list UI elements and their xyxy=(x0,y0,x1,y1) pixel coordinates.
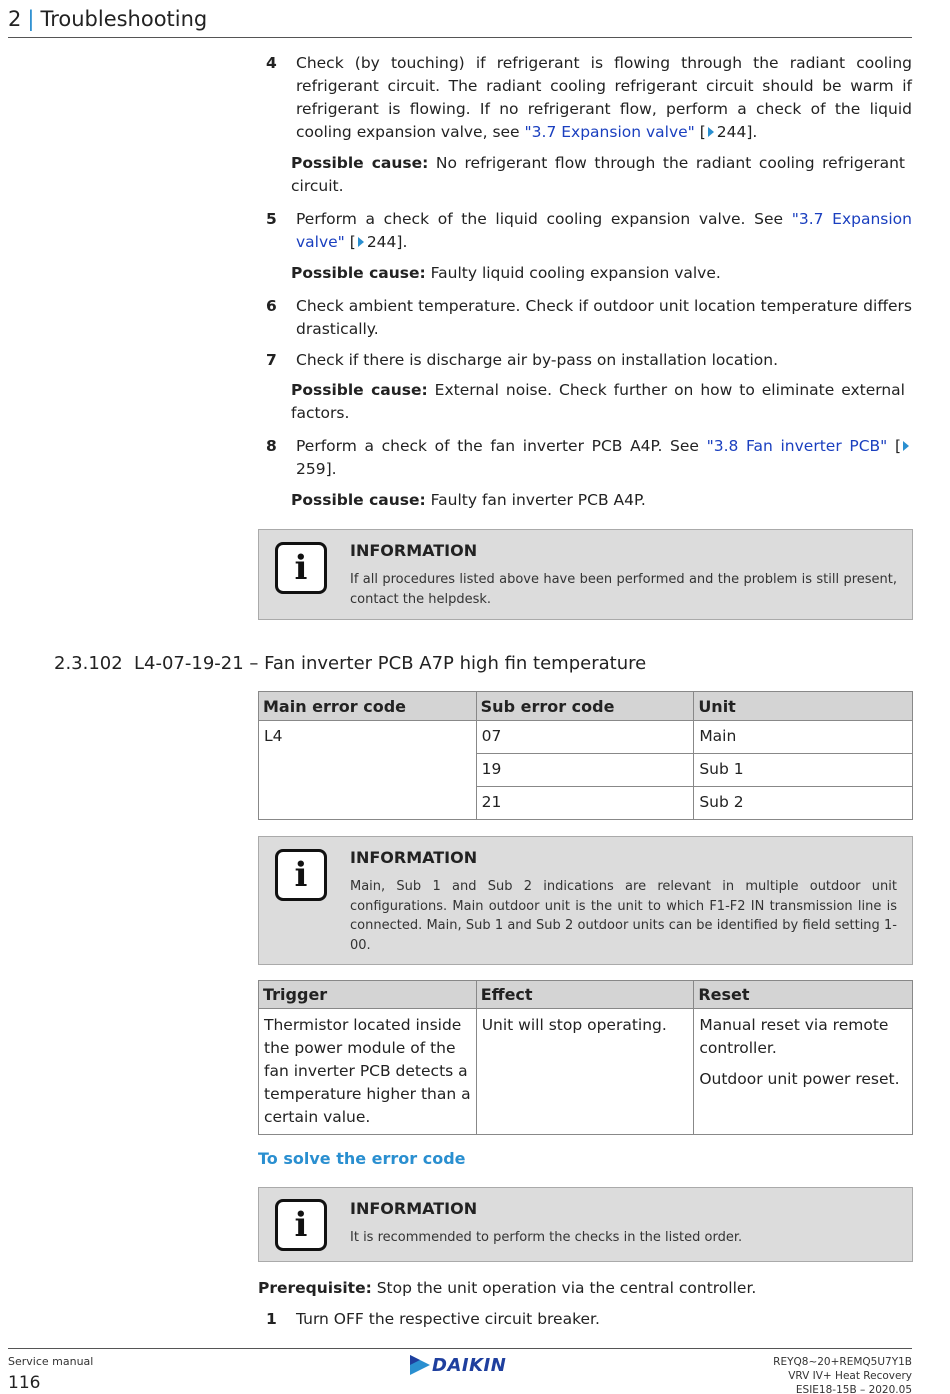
step-number: 6 xyxy=(266,297,277,315)
step-text: Perform a check of the fan inverter PCB A4P. See xyxy=(296,437,707,455)
section-title: L4-07-19-21 – Fan inverter PCB A7P high fin temperature xyxy=(134,653,647,674)
document-info xyxy=(773,1355,912,1394)
information-box xyxy=(258,836,913,965)
trigger-cell: Thermistor located inside the power module of the fan inverter PCB detects a temperature higher than a certain value. xyxy=(259,1009,477,1135)
reset-cell xyxy=(694,1009,913,1135)
step-4: 4 Check (by touching) if refrigerant is flowing through the radiant cooling refrigerant circuit. The radiant cooling refrigerant circuit should be warm if refrigerant is flowing. If no refrigerant flow, perform a check of the liquid cooling expansion valve, see "3.7 Expansion valve" [ 244]. xyxy=(266,54,912,141)
cause-label: Possible cause: xyxy=(291,264,426,282)
step-1 xyxy=(258,1308,912,1331)
page-footer xyxy=(8,1348,912,1394)
info-icon: i xyxy=(275,1199,327,1251)
col-header-unit: Unit xyxy=(694,692,913,721)
unit-cell: Main xyxy=(694,721,913,754)
link-fan-inverter-pcb[interactable]: "3.8 Fan inverter PCB" xyxy=(706,437,888,455)
page-ref-arrow-icon xyxy=(708,127,714,137)
col-header-reset: Reset xyxy=(694,981,913,1009)
col-header-trigger: Trigger xyxy=(259,981,477,1009)
reset-option: Outdoor unit power reset. xyxy=(699,1070,900,1088)
header-separator: | xyxy=(27,7,35,31)
info-title: INFORMATION xyxy=(350,848,478,867)
step-number: 8 xyxy=(266,437,277,455)
section-heading xyxy=(54,651,646,677)
page-ref: 244 xyxy=(366,233,397,251)
solve-error-heading: To solve the error code xyxy=(258,1149,466,1168)
main-error-code: L4 xyxy=(259,721,477,820)
step-7 xyxy=(258,349,912,372)
possible-cause-7 xyxy=(291,379,905,425)
step-number: 5 xyxy=(266,210,277,228)
possible-cause-4 xyxy=(291,152,905,198)
brand-name: DAIKIN xyxy=(432,1354,507,1376)
page-number: 116 xyxy=(8,1373,41,1393)
reset-option: Manual reset via remote controller. xyxy=(699,1016,889,1057)
table-row xyxy=(259,1009,913,1135)
page-ref-arrow-icon xyxy=(358,237,364,247)
document-id: ESIE18-15B – 2020.05 xyxy=(795,1384,912,1394)
info-title: INFORMATION xyxy=(350,541,478,560)
cause-label: Possible cause: xyxy=(291,491,426,509)
cause-label: Possible cause: xyxy=(291,381,428,399)
chapter-title: Troubleshooting xyxy=(40,7,208,31)
section-number: 2.3.102 xyxy=(54,653,123,674)
step-text: Check if there is discharge air by-pass on installation location. xyxy=(296,351,779,369)
trigger-effect-reset-table xyxy=(258,980,913,1135)
information-box xyxy=(258,1187,913,1262)
table-row xyxy=(259,721,913,754)
model-code: REYQ8~20+REMQ5U7Y1B xyxy=(773,1356,912,1368)
prerequisite xyxy=(258,1277,756,1300)
possible-cause-5 xyxy=(291,262,905,285)
daikin-logo xyxy=(408,1353,506,1377)
step-text: Perform a check of the liquid cooling expansion valve. See xyxy=(296,210,792,228)
info-text: Main, Sub 1 and Sub 2 indications are relevant in multiple outdoor unit configurations. Main outdoor unit is the unit to which F1-F2 IN transmission line is connected. Main, Sub 1 and Sub 2 outdoor units can be identified by field setting 1-00. xyxy=(350,879,897,953)
prerequisite-label: Prerequisite: xyxy=(258,1279,372,1297)
cause-text: No refrigerant flow through the radiant cooling refrigerant circuit. xyxy=(291,154,905,195)
link-expansion-valve[interactable]: "3.7 Expansion valve" xyxy=(524,123,695,141)
info-title: INFORMATION xyxy=(350,1199,478,1218)
cause-text: External noise. Check further on how to eliminate external factors. xyxy=(291,381,905,422)
sub-error-code: 21 xyxy=(476,787,694,820)
col-header-main-error: Main error code xyxy=(259,692,477,721)
error-code-table xyxy=(258,691,913,820)
step-5: 5 Perform a check of the liquid cooling expansion valve. See "3.7 Expansion valve" [ 244]. xyxy=(266,210,912,251)
step-number: 7 xyxy=(266,351,277,369)
page-ref-arrow-icon xyxy=(903,441,909,451)
info-text: If all procedures listed above have been performed and the problem is still present, contact the helpdesk. xyxy=(350,572,897,607)
step-number: 4 xyxy=(266,54,277,72)
step-number: 1 xyxy=(266,1310,277,1328)
step-text: Check ambient temperature. Check if outdoor unit location temperature differs drastically. xyxy=(296,297,912,338)
daikin-logo-icon xyxy=(408,1355,430,1375)
info-text: It is recommended to perform the checks in the listed order. xyxy=(350,1230,743,1245)
possible-cause-8 xyxy=(291,489,905,512)
page-ref: 259 xyxy=(296,460,326,478)
sub-error-code: 19 xyxy=(476,754,694,787)
link-expansion-valve[interactable]: "3.7 Expansion valve" xyxy=(296,210,912,251)
step-8: 8 Perform a check of the fan inverter PCB A4P. See "3.8 Fan inverter PCB" [259]. xyxy=(258,435,912,481)
page-header xyxy=(8,6,912,38)
cause-text: Faulty fan inverter PCB A4P. xyxy=(425,491,646,509)
prerequisite-text: Stop the unit operation via the central controller. xyxy=(371,1279,757,1297)
cause-label: Possible cause: xyxy=(291,154,429,172)
effect-cell: Unit will stop operating. xyxy=(476,1009,694,1135)
unit-cell: Sub 2 xyxy=(694,787,913,820)
info-icon: i xyxy=(275,542,327,594)
col-header-sub-error: Sub error code xyxy=(476,692,694,721)
chapter-number: 2 xyxy=(8,7,22,31)
sub-error-code: 07 xyxy=(476,721,694,754)
document-type: Service manual xyxy=(8,1355,94,1368)
step-6 xyxy=(258,295,912,341)
series-name: VRV IV+ Heat Recovery xyxy=(788,1370,912,1382)
info-icon: i xyxy=(275,849,327,901)
step-text: Check (by touching) if refrigerant is flowing through the radiant cooling refrigerant circuit. The radiant cooling refrigerant circuit should be warm if refrigerant is flowing. If no refrigerant flow, perform a check of the liquid cooling expansion valve, see xyxy=(296,54,912,141)
information-box xyxy=(258,529,913,620)
step-text: Turn OFF the respective circuit breaker. xyxy=(296,1310,600,1328)
cause-text: Faulty liquid cooling expansion valve. xyxy=(425,264,721,282)
page-ref: 244 xyxy=(716,123,747,141)
col-header-effect: Effect xyxy=(476,981,694,1009)
unit-cell: Sub 1 xyxy=(694,754,913,787)
